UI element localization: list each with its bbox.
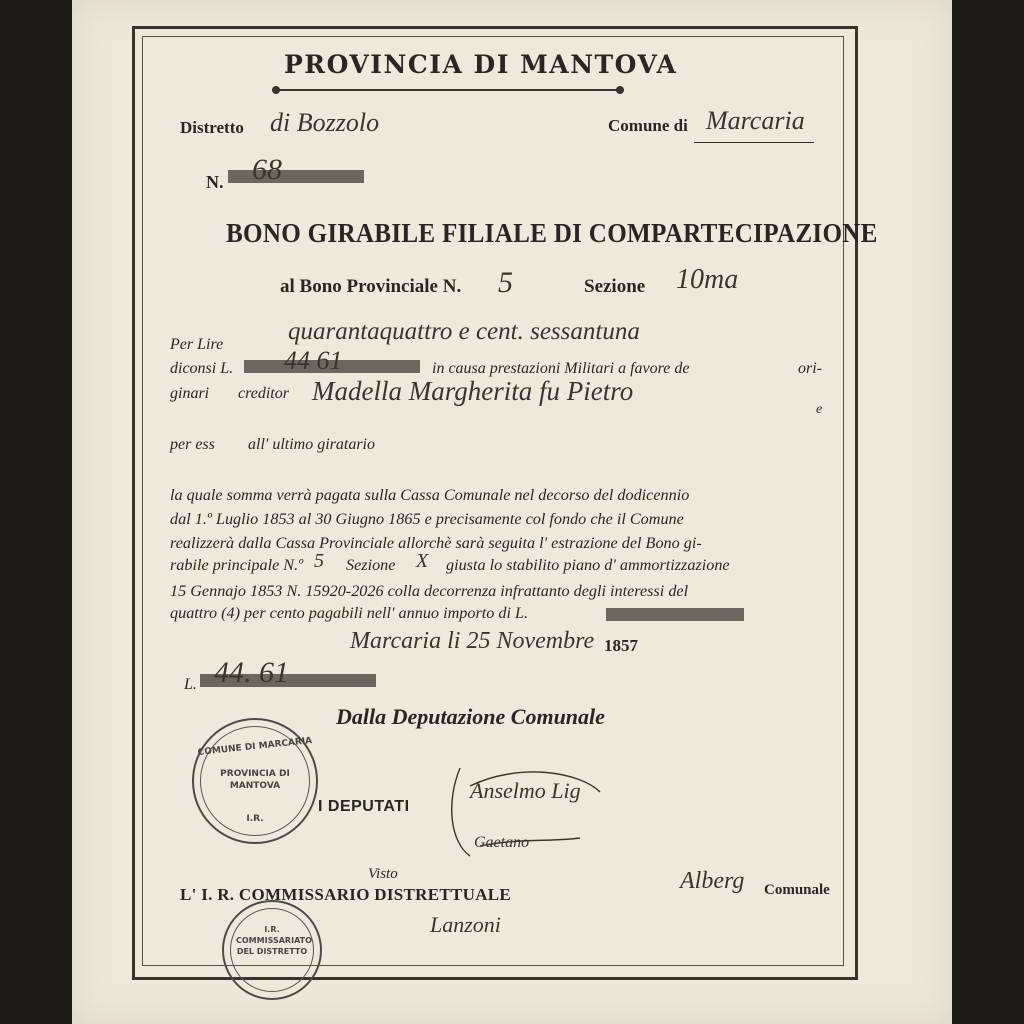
body-line-4c: giusta lo stabilito piano d' ammortizzazione [446, 556, 730, 574]
commune-stamp-middle: PROVINCIA DI MANTOVA [220, 769, 290, 791]
per-lire-value: quarantaquattro e cent. sessantuna [288, 318, 640, 345]
causa-text: in causa prestazioni Militari a favore de [432, 360, 690, 377]
place-date: Marcaria li 25 Novembre [350, 628, 595, 654]
ultimo-giratario-text: all' ultimo giratario [248, 436, 375, 453]
date-year: 1857 [604, 636, 638, 655]
annual-amount-bar [606, 608, 744, 621]
document-title: BONO GIRABILE FILIALE DI COMPARTECIPAZIONE [226, 218, 878, 248]
body-line-4a: rabile principale N.º [170, 556, 304, 574]
body-line-3: realizzerà dalla Cassa Provinciale allorchè sarà seguita l' estrazione del Bono gi- [170, 534, 702, 552]
creditor-label: creditor [238, 385, 289, 402]
ginari-label: ginari [170, 385, 210, 402]
commune-stamp-top: COMUNE DI MARCARIA [197, 736, 313, 758]
commune-value: Marcaria [706, 106, 805, 135]
deputati-signature: Anselmo Lig [470, 778, 581, 803]
number-bar [228, 170, 364, 183]
deputati-signature-2: Gaetano [474, 834, 530, 851]
number-value: 68 [252, 153, 282, 186]
per-ess-text: per ess [170, 436, 215, 453]
bono-number: 5 [498, 266, 513, 299]
section-label: Sezione [584, 276, 646, 297]
district-label: Distretto [180, 118, 244, 137]
body-line-1: la quale somma verrà pagata sulla Cassa Comunale nel decorso del dodicennio [170, 486, 690, 504]
commissario-stamp-text: I.R. COMMISSARIATO DEL DISTRETTO [236, 925, 312, 956]
commissario-label: L' I. R. COMMISSARIO DISTRETTUALE [180, 885, 512, 904]
deputazione-heading: Dalla Deputazione Comunale [336, 704, 605, 729]
commissario-signature: Lanzoni [430, 912, 501, 937]
per-lire-label: Per Lire [170, 336, 224, 353]
total-value: 44. 61 [214, 656, 289, 689]
body-line-4b: Sezione [346, 556, 396, 574]
section-value: 10ma [676, 264, 739, 295]
commune-underline [694, 142, 814, 143]
province-header: PROVINCIA DI MANTOVA [284, 50, 678, 79]
body-line-5: 15 Gennajo 1853 N. 15920-2026 colla decorrenza infrattanto degli interessi del [170, 582, 689, 600]
ori-text: ori- [798, 360, 822, 377]
deputati-flourish [440, 752, 620, 862]
body-line-2: dal 1.º Luglio 1853 al 30 Giugno 1865 e precisamente col fondo che il Comune [170, 510, 684, 528]
commune-label: Comune di [608, 116, 688, 135]
number-label: N. [206, 172, 224, 192]
bono-label: al Bono Provinciale N. [280, 276, 462, 297]
creditor-value: Madella Margherita fu Pietro [312, 376, 634, 406]
diconsi-value: 44 61 [284, 346, 343, 375]
total-label: L. [184, 676, 197, 693]
body-line-4-section: X [416, 550, 429, 572]
commissario-stamp [222, 900, 322, 1000]
deputati-label: I DEPUTATI [318, 798, 410, 815]
diconsi-label: diconsi L. [170, 360, 234, 377]
commune-stamp-side: I.R. [246, 814, 264, 824]
comunale-label: Comunale [764, 882, 830, 898]
body-line-4-number: 5 [314, 550, 324, 572]
visto-label: Visto [368, 866, 398, 882]
header-rule [278, 89, 618, 91]
comunale-signature: Alberg [680, 868, 745, 894]
body-line-6: quattro (4) per cento pagabili nell' annuo importo di L. [170, 604, 529, 622]
commune-stamp [192, 718, 318, 844]
e-text: e [816, 402, 823, 417]
district-value: di Bozzolo [270, 108, 380, 137]
